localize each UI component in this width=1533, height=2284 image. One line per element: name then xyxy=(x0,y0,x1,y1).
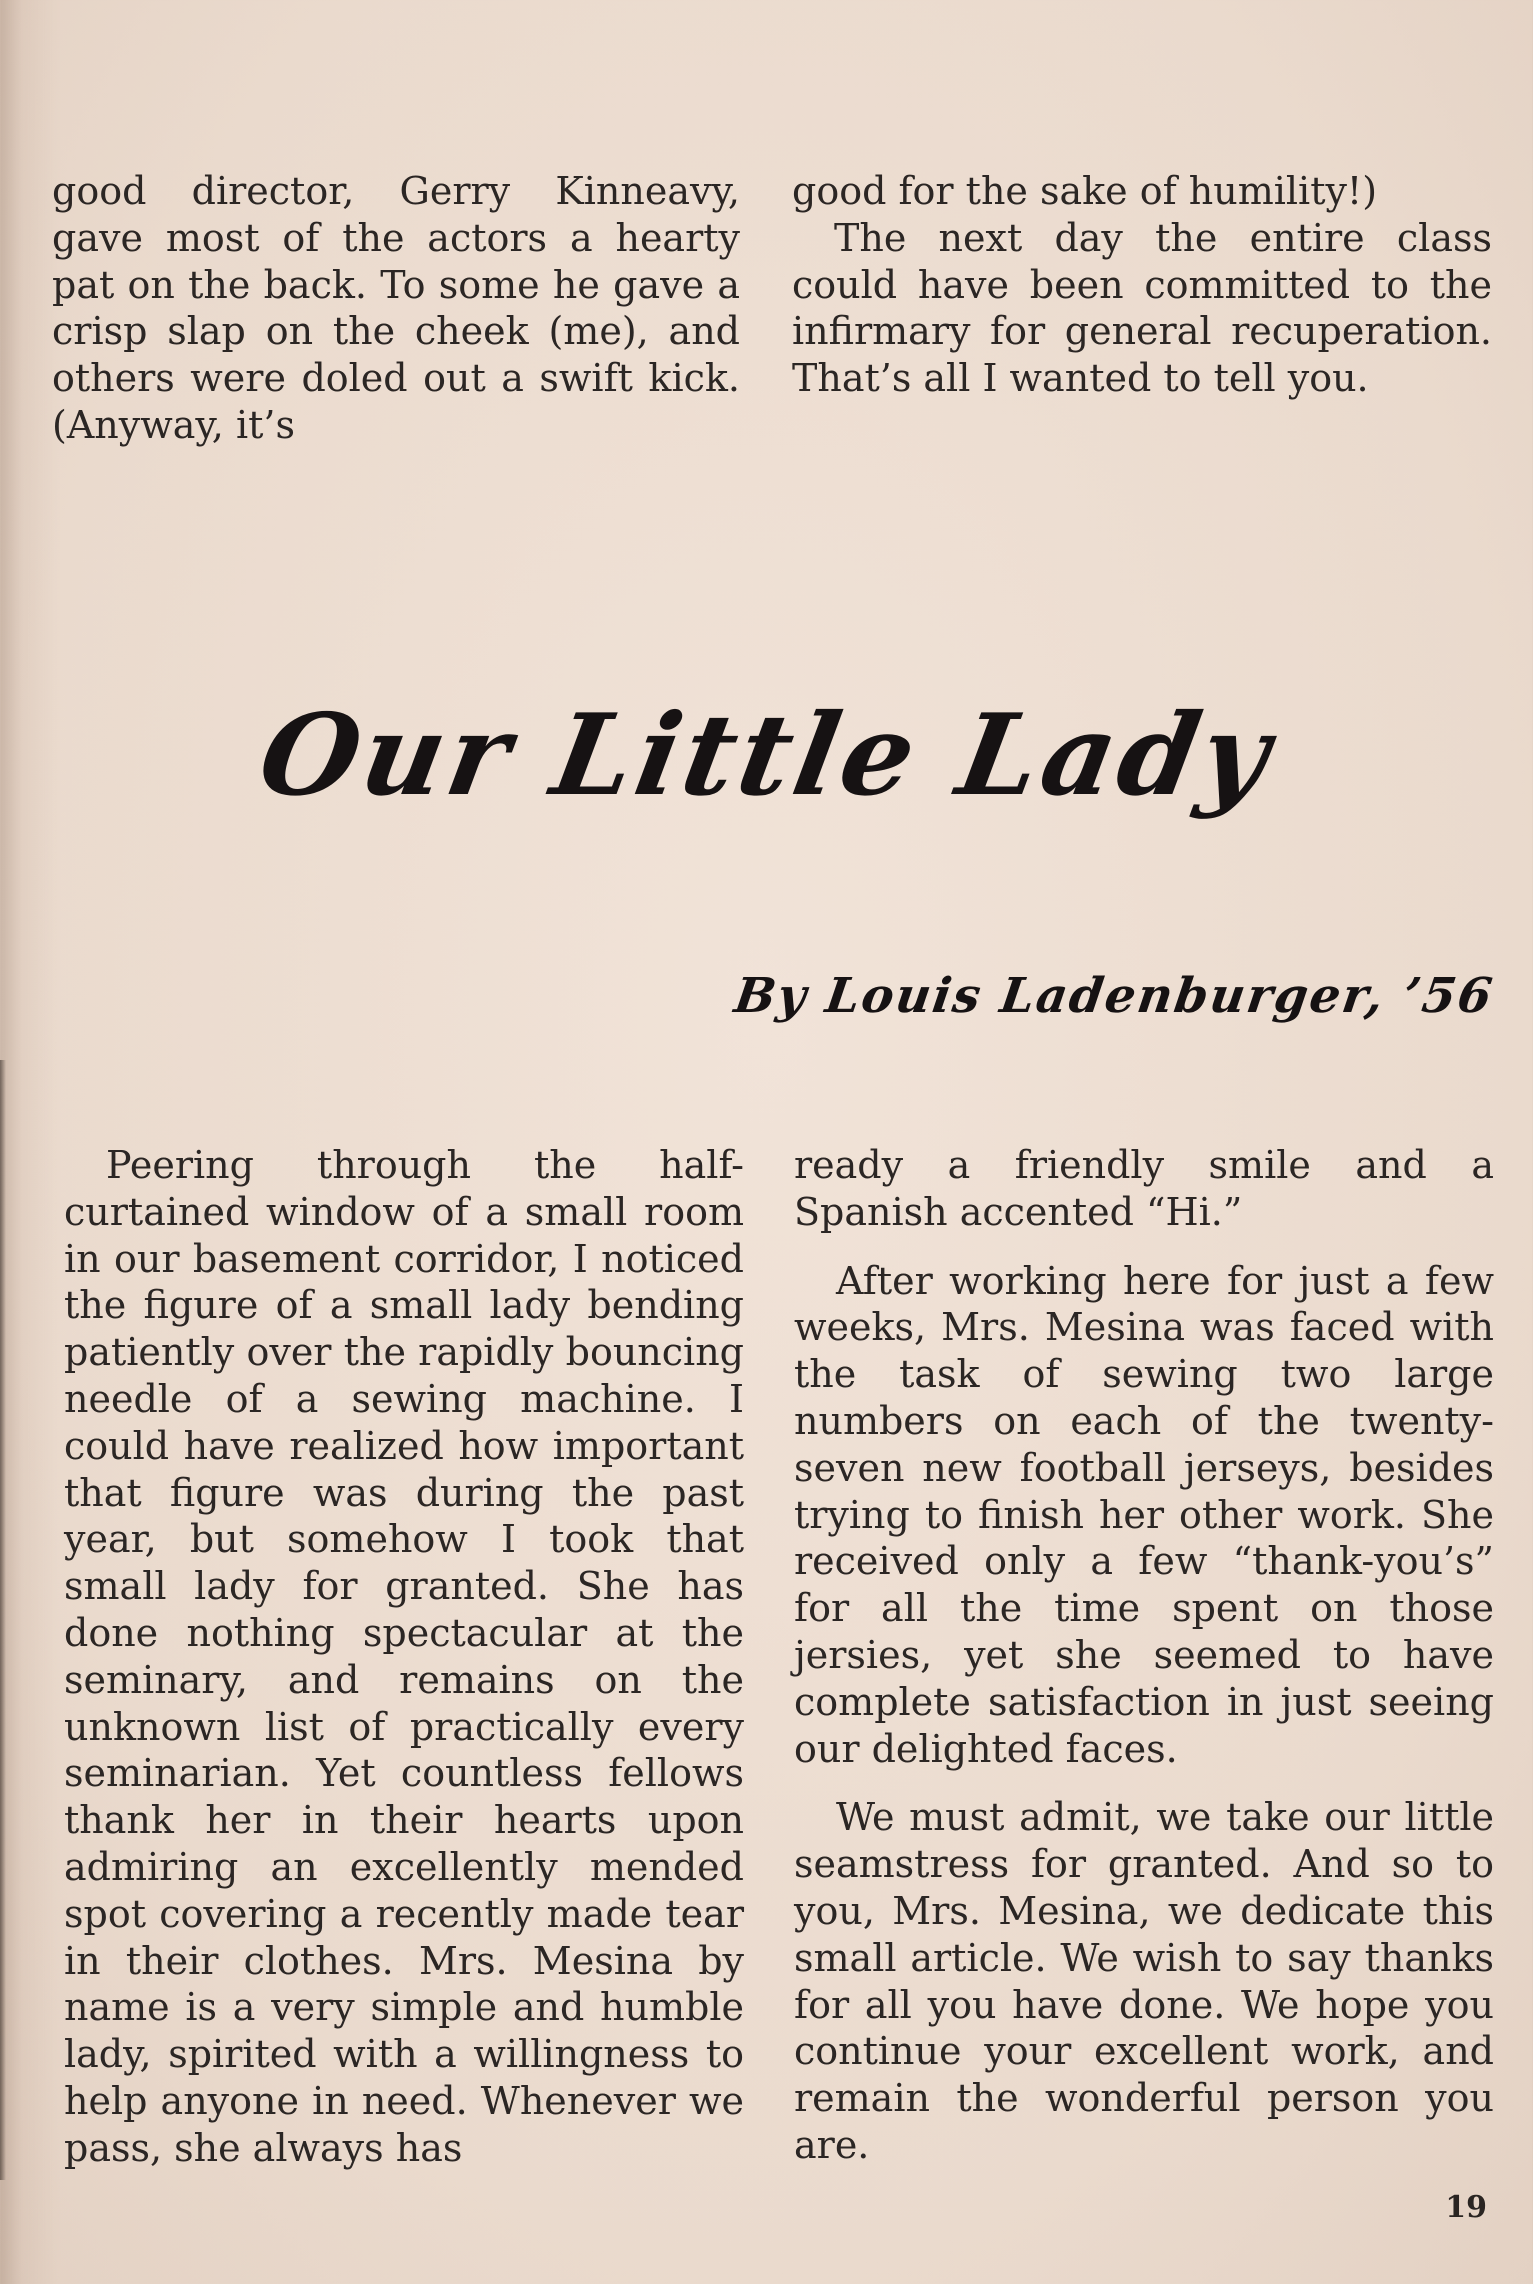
article-title: Our Little Lady xyxy=(250,690,1283,821)
binding-edge xyxy=(0,1060,6,2180)
top-right-paragraph-2: The next day the entire class could have been committed to the infirmary for general recuperation. That’s all I wanted to tell you. xyxy=(792,215,1492,401)
article-paragraph-3: After working here for just a few weeks, Mrs. Mesina was faced with the task of sewing two large numbers on each of the twenty-seven new football jerseys, besides trying to finish her other work. She received only a few “thank-you’s” for all the time spent on those jersies, yet she seemed to have complete satisfaction in just seeing our delighted faces. xyxy=(794,1258,1494,1771)
article-paragraph-1: Peering through the half-curtained window of a small room in our basement corridor, I noticed the figure of a small lady bending patiently over the rapidly bouncing needle of a sewing machine. I could have realized how important that figure was during the past year, but somehow I took that small lady for granted. She has done nothing spectacular at the seminary, and remains on the unknown list of practically every seminarian. Yet countless fellows thank her in their hearts upon admiring an excellently mended spot covering a recently made tear in their clothes. Mrs. Mesina by name is a very simple and humble lady, spirited with a willingness to help anyone in need. Whenever we pass, she always has xyxy=(64,1143,744,2170)
top-left-column xyxy=(52,168,740,449)
article-byline: By Louis Ladenburger, ’56 xyxy=(730,968,1497,1024)
article-paragraph-4: We must admit, we take our little seamstress for granted. And so to you, Mrs. Mesina, we dedicate this small article. We wish to say thanks for all you have done. We hope you continue your excellent work, and remain the wonderful person you are. xyxy=(794,1795,1494,2167)
page-number: 19 xyxy=(1445,2190,1487,2225)
top-left-paragraph: good director, Gerry Kinneavy, gave most of the actors a hearty pat on the back. To some he gave a crisp slap on the cheek (me), and others were doled out a swift kick. (Anyway, it’s xyxy=(52,169,740,447)
article-right-column xyxy=(794,1142,1494,2169)
article-left-column xyxy=(64,1142,744,2172)
top-right-paragraph-1: good for the sake of humility!) xyxy=(792,169,1378,213)
article-paragraph-2: ready a friendly smile and a Spanish accented “Hi.” xyxy=(794,1143,1494,1234)
top-right-column xyxy=(792,168,1492,402)
